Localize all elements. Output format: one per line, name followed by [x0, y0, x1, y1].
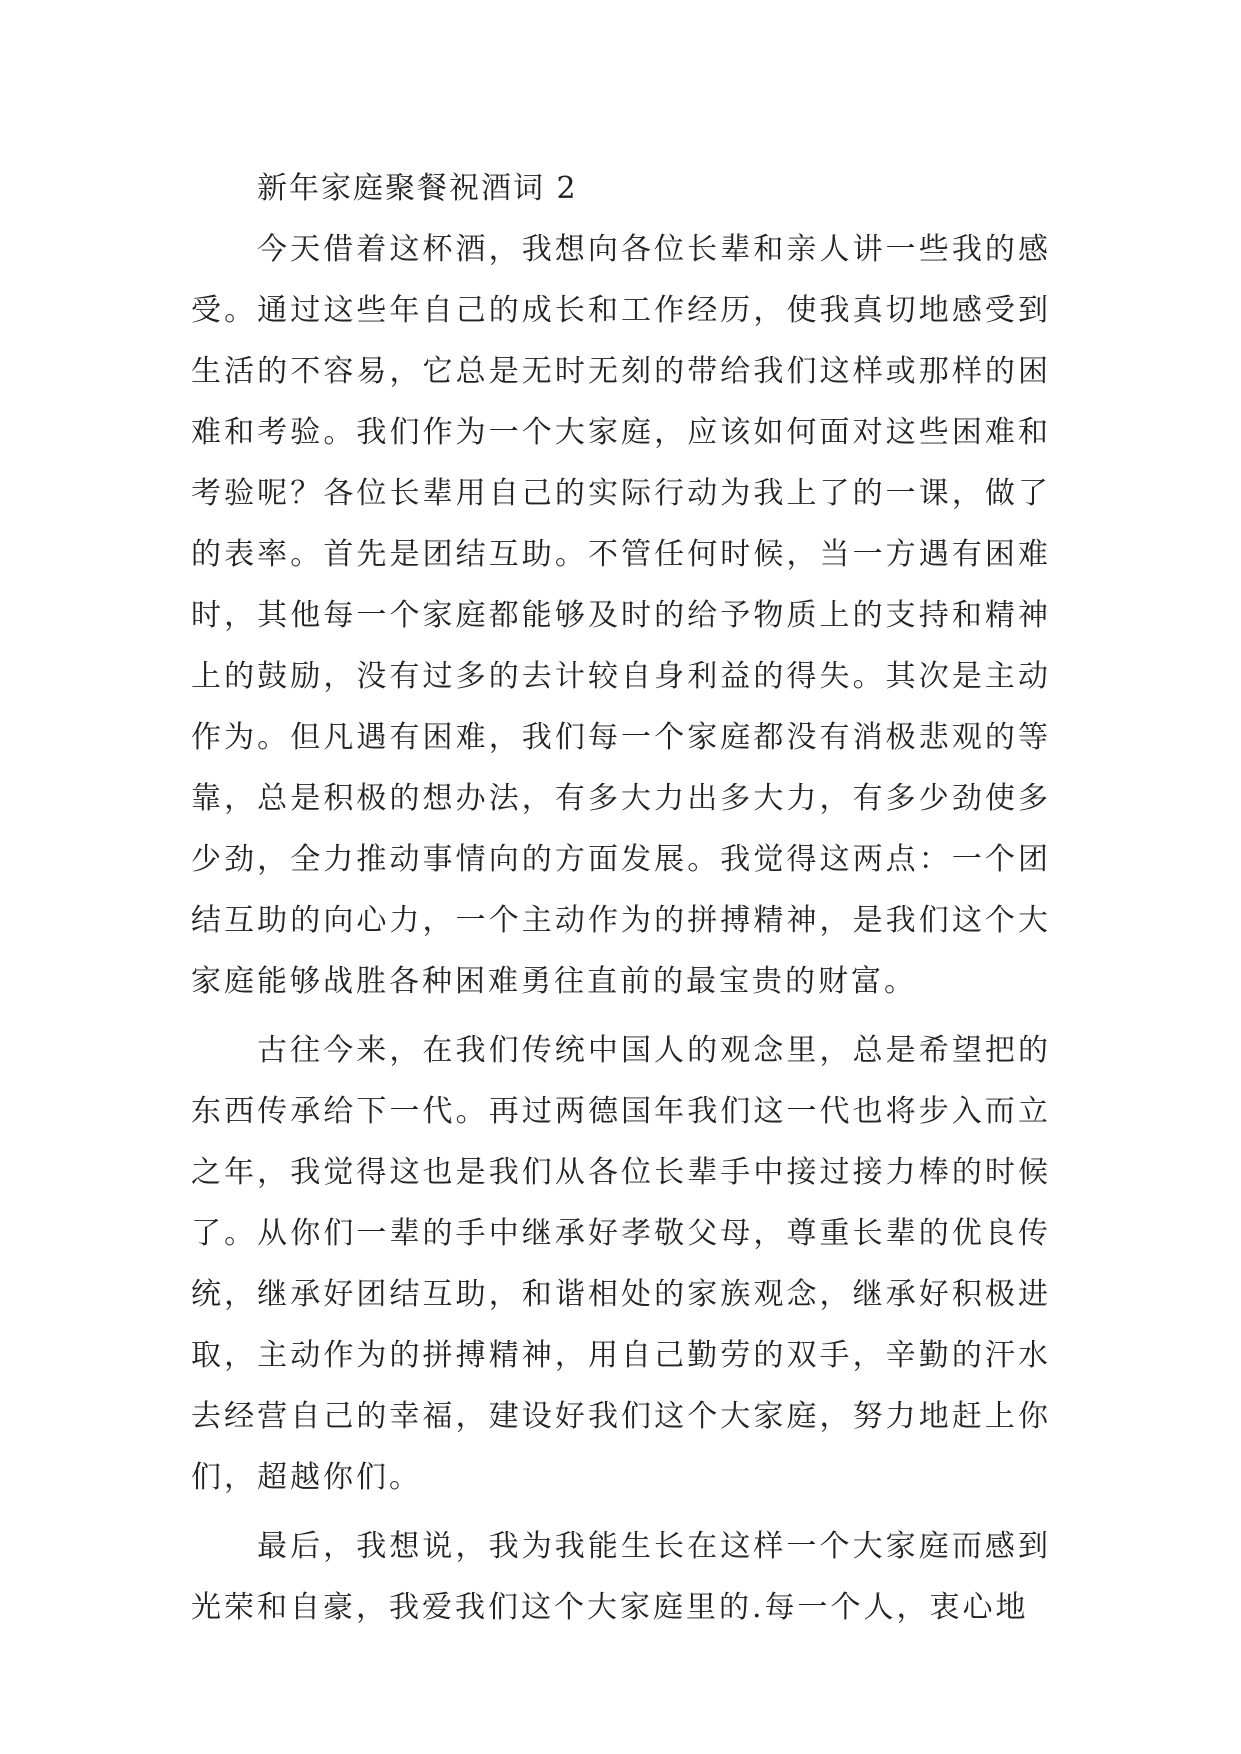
document-title: 新年家庭聚餐祝酒词 2 [257, 171, 578, 206]
paragraph-1: 今天借着这杯酒，我想向各位长辈和亲人讲一些我的感受。通过这些年自己的成长和工作经历，使我真切地感受到生活的不容易，它总是无时无刻的带给我们这样或那样的困难和考验。我们作为一个大家庭，应该如何面对这些困难和考验呢？各位长辈用自己的实际行动为我上了的一课，做了的表率。首先是团结互助。不管任何时候，当一方遇有困难时，其他每一个家庭都能够及时的给予物质上的支持和精神上的鼓励，没有过多的去计较自身利益的得失。其次是主动作为。但凡遇有困难，我们每一个家庭都没有消极悲观的等靠，总是积极的想办法，有多大力出多大力，有多少劲使多少劲，全力推动事情向的方面发展。我觉得这两点：一个团结互助的向心力，一个主动作为的拼搏精神，是我们这个大家庭能够战胜各种困难勇往直前的最宝贵的财富。 [191, 232, 1051, 999]
paragraph-2: 古往今来，在我们传统中国人的观念里，总是希望把的东西传承给下一代。再过两德国年我们这一代也将步入而立之年，我觉得这也是我们从各位长辈手中接过接力棒的时候了。从你们一辈的手中继承好孝敬父母，尊重长辈的优良传统，继承好团结互助，和谐相处的家族观念，继承好积极进取，主动作为的拼搏精神，用自己勤劳的双手，辛勤的汗水去经营自己的幸福，建设好我们这个大家庭，努力地赶上你们，超越你们。 [191, 1033, 1051, 1495]
paragraph-3: 最后，我想说，我为我能生长在这样一个大家庭而感到光荣和自豪，我爱我们这个大家庭里的.每一个人，衷心地 [191, 1529, 1051, 1625]
document-body [191, 158, 1051, 1638]
